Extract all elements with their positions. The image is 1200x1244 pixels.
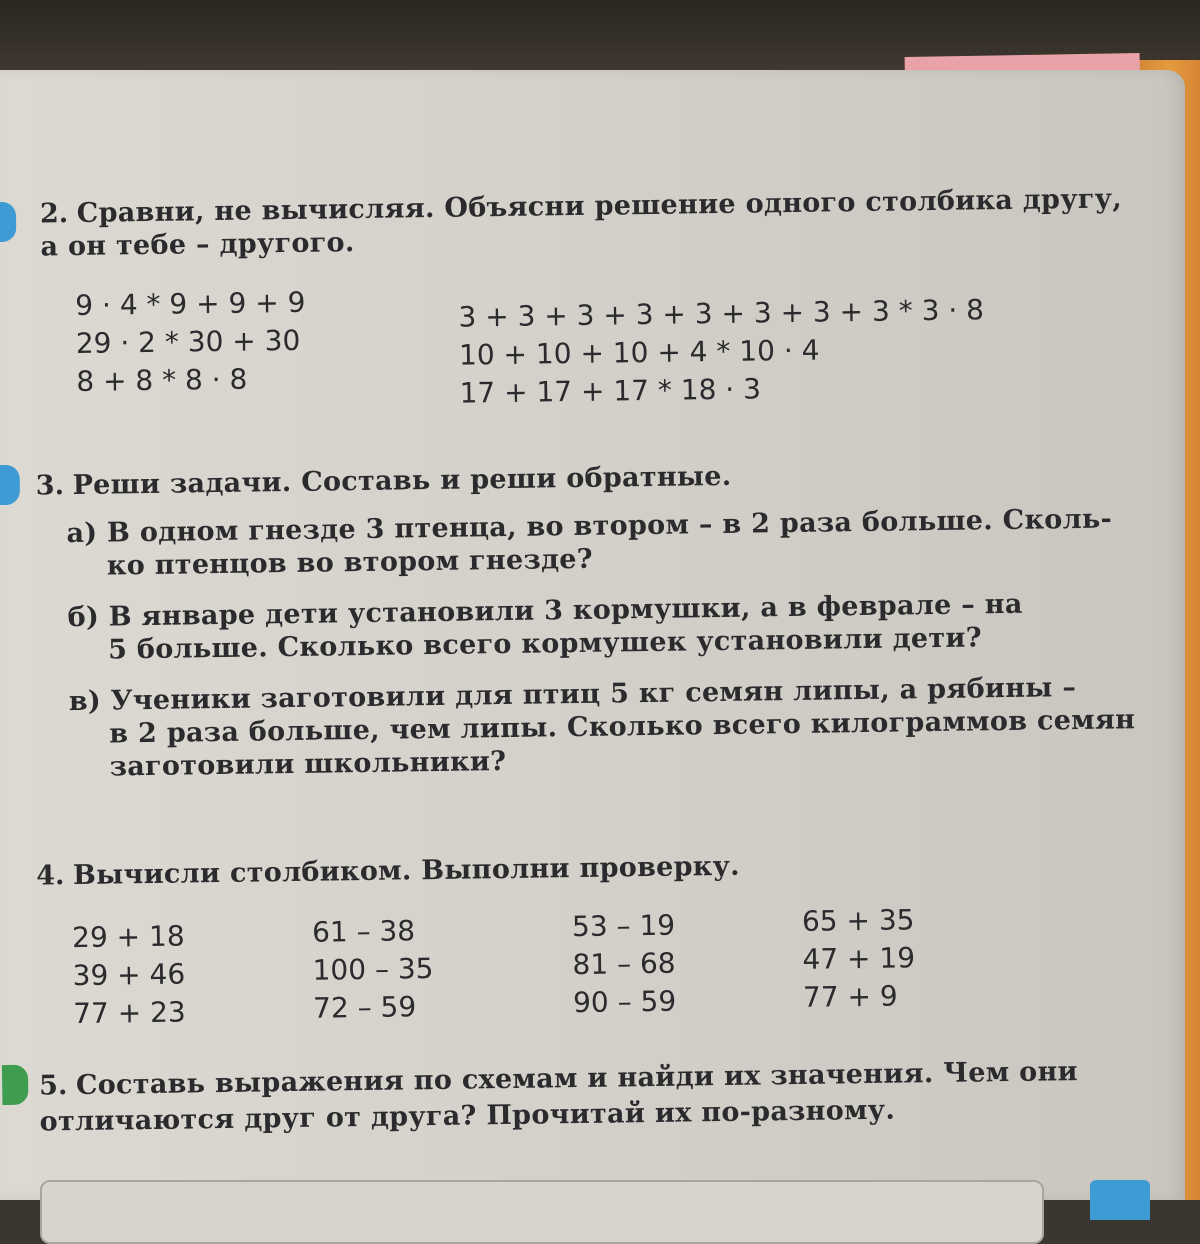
task-2-line-1 (40, 182, 1122, 230)
task-2-line-2: а он тебе – другого. (40, 227, 355, 263)
task-2-instruction: Сравни, не вычисляя. Объясни решение одного столбика другу, (76, 183, 1123, 229)
task-5-line-1 (39, 1055, 1078, 1103)
scheme-box (40, 1180, 1044, 1244)
task-4-column-4 (802, 901, 916, 1017)
expression: 29 · 2 * 30 + 30 (75, 323, 301, 360)
expression: 29 + 18 (71, 919, 185, 955)
expression: 9 · 4 * 9 + 9 + 9 (75, 285, 306, 322)
task-3-marker-icon (0, 465, 20, 505)
expression: 77 + 9 (802, 979, 898, 1014)
task-5-number: 5. (38, 1070, 68, 1102)
expression: 47 + 19 (802, 941, 916, 976)
expression: 77 + 23 (72, 995, 186, 1031)
task-3c-line-3: заготовили школьники? (109, 745, 507, 783)
expression: 39 + 46 (72, 957, 186, 993)
task-4-title-line (36, 850, 740, 893)
task-4-column-3 (572, 907, 677, 1022)
task-3c-line-1: в) Ученики заготовили для птиц 5 кг семян липы, а рябины – (68, 672, 1077, 718)
page-content (0, 53, 1200, 1199)
task-4-title: Вычисли столбиком. Выполни проверку. (72, 850, 741, 892)
task-3b-line-2: 5 больше. Сколько всего кормушек установили дети? (107, 622, 983, 666)
expression: 3 + 3 + 3 + 3 + 3 + 3 + 3 + 3 * 3 · 8 (458, 293, 985, 334)
expression: 17 + 17 + 17 * 18 · 3 (459, 372, 762, 410)
task-3b-line-1: б) В январе дети установили 3 кормушки, а в феврале – на (67, 588, 1023, 634)
task-2-right-column (458, 291, 985, 412)
task-2-left-column (75, 284, 307, 401)
task-3c-line-2: в 2 раза больше, чем липы. Сколько всего килограммов семян (109, 704, 1136, 750)
expression: 100 – 35 (312, 952, 434, 987)
task-5-instruction: Составь выражения по схемам и найди их значения. Чем они (75, 1056, 1079, 1102)
task-3a-line-1: а) В одном гнезде 3 птенца, во втором – в 2 раза больше. Сколь- (66, 503, 1113, 550)
expression: 53 – 19 (571, 908, 676, 944)
task-2-number: 2. (39, 198, 69, 230)
textbook-page (0, 70, 1185, 1200)
task-4-column-2 (312, 912, 434, 1028)
task-4-column-1 (72, 918, 186, 1034)
task-3-number: 3. (35, 470, 65, 502)
expression: 61 – 38 (311, 914, 416, 949)
corner-tab-icon (1090, 1180, 1150, 1220)
expression: 81 – 68 (572, 946, 676, 982)
expression: 65 + 35 (801, 903, 915, 938)
expression: 8 + 8 * 8 · 8 (76, 362, 248, 398)
task-3-title: Реши задачи. Составь и реши обратные. (72, 460, 732, 502)
expression: 72 – 59 (312, 990, 417, 1025)
expression: 10 + 10 + 10 + 4 * 10 · 4 (458, 333, 820, 372)
task-5-marker-icon (2, 1065, 29, 1105)
task-5-line-2: отличаются друг от друга? Прочитай их по-разному. (39, 1094, 896, 1138)
task-2-marker-icon (0, 202, 16, 242)
task-3a-line-2: ко птенцов во втором гнезде? (106, 543, 594, 582)
task-3-title-line (36, 460, 732, 503)
task-4-number: 4. (36, 860, 65, 892)
expression: 90 – 59 (572, 984, 677, 1020)
